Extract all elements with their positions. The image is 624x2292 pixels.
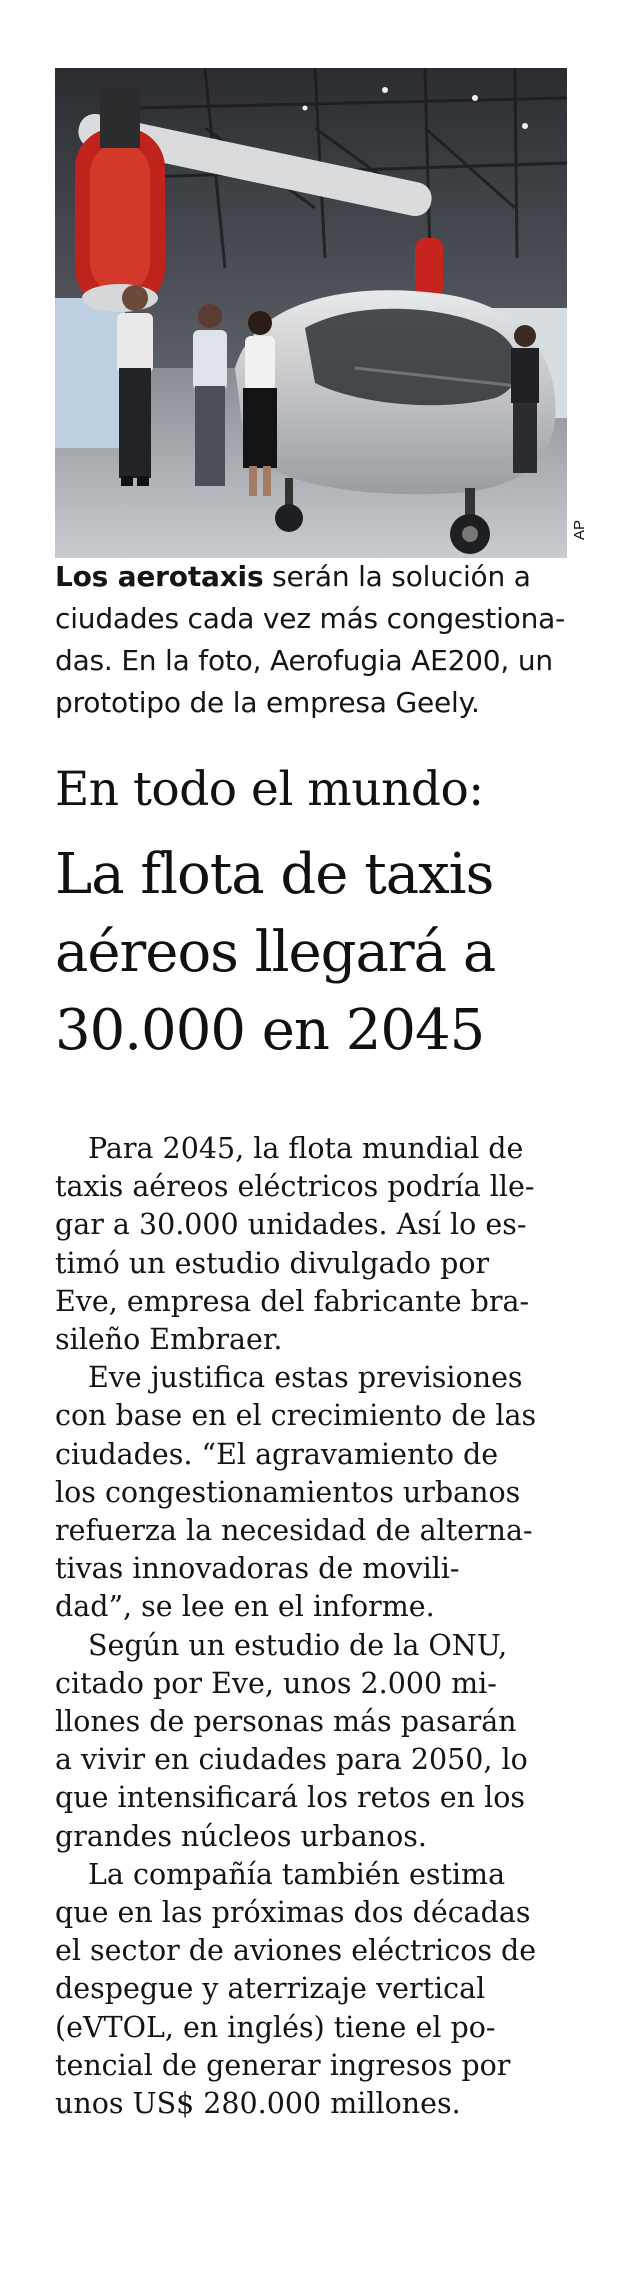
- headline-line-3: 30.000 en 2045: [55, 998, 485, 1063]
- headline-kicker: En todo el mundo:: [55, 762, 484, 817]
- paragraph-line: Para 2045, la flota mundial de: [88, 1132, 524, 1165]
- paragraph-line: unos US$ 280.000 millones.: [55, 2087, 461, 2121]
- paragraph-line: a vivir en ciudades para 2050, lo: [55, 1743, 528, 1777]
- paragraph-line: timó un estudio divulgado por: [55, 1246, 490, 1280]
- caption-lead: Los aerotaxis: [55, 560, 264, 593]
- paragraph-line: dad”, se lee en el informe.: [55, 1590, 435, 1624]
- paragraph-line: grandes núcleos urbanos.: [55, 1819, 427, 1853]
- paragraph-line: los congestionamientos urbanos: [55, 1475, 521, 1509]
- paragraph-line: tencial de generar ingresos por: [55, 2048, 511, 2082]
- paragraph-4: [55, 1856, 575, 2123]
- paragraph-line: ciudades. “El agravamiento de: [55, 1437, 499, 1471]
- paragraph-line: despegue y aterrizaje vertical: [55, 1972, 486, 2006]
- paragraph-3: [55, 1627, 575, 1856]
- photo-caption: [55, 556, 570, 724]
- caption-line-1-rest: serán la solución a: [263, 560, 531, 593]
- paragraph-line: tivas innovadoras de movili-: [55, 1552, 460, 1586]
- caption-line-4: prototipo de la empresa Geely.: [55, 686, 480, 719]
- caption-line-3: das. En la foto, Aerofugia AE200, un: [55, 644, 553, 677]
- paragraph-line: Según un estudio de la ONU,: [88, 1628, 508, 1662]
- headline: [55, 836, 575, 1070]
- headline-line-1: La flota de taxis: [55, 842, 494, 907]
- paragraph-line: Eve, empresa del fabricante bra-: [55, 1284, 530, 1318]
- paragraph-line: citado por Eve, unos 2.000 mi-: [55, 1666, 497, 1700]
- article-body: [55, 1130, 575, 2123]
- paragraph-line: sileño Embraer.: [55, 1323, 283, 1357]
- caption-line-2: ciudades cada vez más congestiona-: [55, 602, 565, 635]
- paragraph-line: que en las próximas dos décadas: [55, 1896, 531, 1930]
- paragraph-line: Eve justifica estas previsiones: [88, 1361, 523, 1395]
- photo-credit-text: AP: [571, 519, 588, 540]
- paragraph-line: gar a 30.000 unidades. Así lo es-: [55, 1208, 527, 1242]
- caption-line-1: [55, 556, 570, 598]
- paragraph-line: llones de personas más pasarán: [55, 1705, 517, 1739]
- paragraph-line: que intensificará los retos en los: [55, 1781, 525, 1815]
- paragraph-line: (eVTOL, en inglés) tiene el po-: [55, 2010, 496, 2044]
- paragraph-line: La compañía también estima: [88, 1857, 506, 1891]
- aerotaxi-photo: [55, 68, 567, 558]
- photo-credit: [571, 470, 611, 540]
- photo-aerotaxi-icon: [55, 68, 567, 558]
- paragraph-line: refuerza la necesidad de alterna-: [55, 1514, 533, 1548]
- paragraph-line: taxis aéreos eléctricos podría lle-: [55, 1170, 535, 1204]
- paragraph-line: con base en el crecimiento de las: [55, 1399, 537, 1433]
- paragraph-1: [55, 1130, 575, 1359]
- headline-line-2: aéreos llegará a: [55, 920, 496, 985]
- paragraph-line: el sector de aviones eléctricos de: [55, 1934, 537, 1968]
- paragraph-2: [55, 1359, 575, 1626]
